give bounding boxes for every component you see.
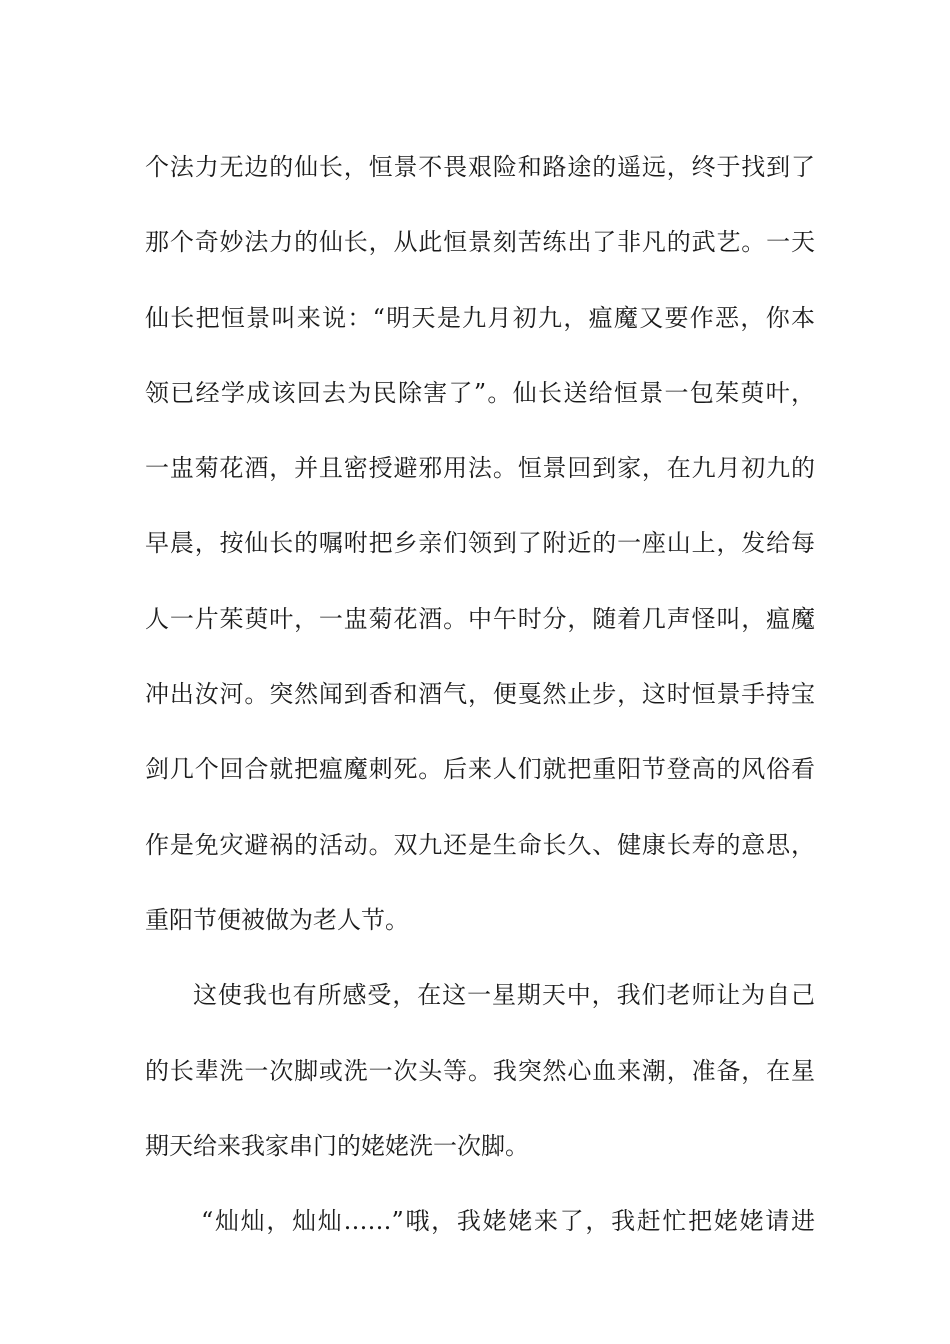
- text-line: 人一片茱萸叶，一盅菊花酒。中午时分，随着几声怪叫，瘟魔: [145, 604, 815, 633]
- text-line: 那个奇妙法力的仙长，从此恒景刻苦练出了非凡的武艺。一天: [145, 228, 815, 257]
- text-line: 重阳节便被做为老人节。: [145, 905, 409, 934]
- body-text: [145, 130, 815, 1259]
- text-line: 仙长把恒景叫来说：“明天是九月初九，瘟魔又要作恶，你本: [145, 303, 815, 332]
- text-line: 期天给来我家串门的姥姥洗一次脚。: [145, 1131, 529, 1160]
- text-line: “灿灿，灿灿……”哦，我姥姥来了，我赶忙把姥姥请进: [201, 1207, 815, 1236]
- text-line: 一盅菊花酒，并且密授避邪用法。恒景回到家，在九月初九的: [145, 454, 815, 483]
- text-line: 作是免灾避祸的活动。双九还是生命长久、健康长寿的意思，: [145, 830, 815, 859]
- text-line: 剑几个回合就把瘟魔刺死。后来人们就把重阳节登高的风俗看: [145, 755, 815, 784]
- text-line: 这使我也有所感受，在这一星期天中，我们老师让为自己: [193, 981, 815, 1010]
- text-line: 冲出汝河。突然闻到香和酒气，便戛然止步，这时恒景手持宝: [145, 680, 815, 709]
- text-line: 的长辈洗一次脚或洗一次头等。我突然心血来潮，准备，在星: [145, 1056, 815, 1085]
- text-line: 领已经学成该回去为民除害了”。仙长送给恒景一包茱萸叶，: [145, 378, 815, 407]
- text-line: 早晨，按仙长的嘱咐把乡亲们领到了附近的一座山上，发给每: [145, 529, 815, 558]
- text-line: 个法力无边的仙长，恒景不畏艰险和路途的遥远，终于找到了: [145, 153, 815, 181]
